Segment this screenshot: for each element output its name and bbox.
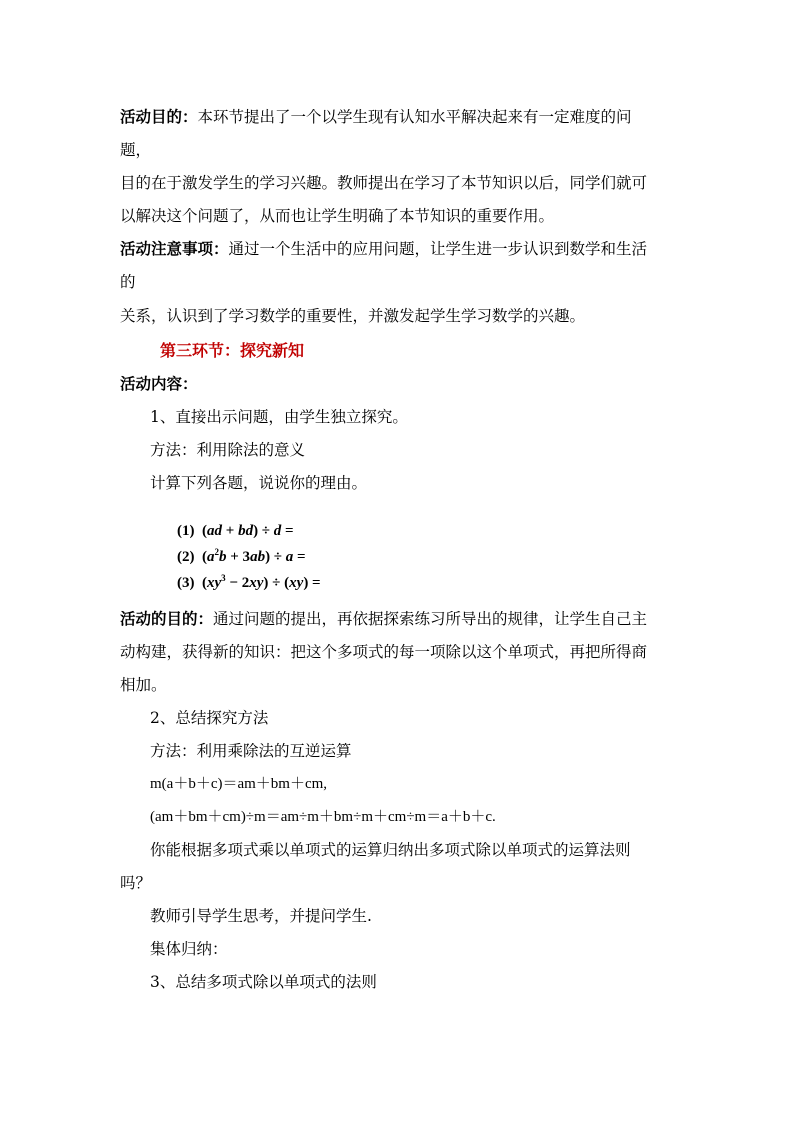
calc-prompt: 计算下列各题，说说你的理由。 (150, 474, 368, 492)
list-item-2: 2、总结探究方法 (150, 709, 269, 727)
teacher-guide: 教师引导学生思考，并提问学生. (150, 907, 372, 925)
text-activity-goal: 通过问题的提出，再依据探索练习所导出的规律，让学生自己主 (213, 610, 648, 628)
question-line-end: 吗？ (120, 874, 152, 892)
label-activity-goal: 活动的目的： (120, 610, 214, 628)
formula-1: (1) (ad + bd) ÷ d = (177, 523, 294, 539)
equation-1: m(a＋b＋c)＝am＋bm＋cm, (150, 776, 328, 792)
collective-summary: 集体归纳： (150, 940, 228, 958)
text-line: 以解决这个问题了，从而也让学生明确了本节知识的重要作用。 (120, 207, 555, 225)
paragraph-activity-purpose (120, 107, 632, 127)
label-activity-content: 活动内容： (120, 375, 198, 393)
paragraph-activity-goal (120, 609, 647, 629)
formula-2: (2) $(a^2b + 3ab) \div a$ = (177, 547, 306, 565)
list-item-3: 3、总结多项式除以单项式的法则 (150, 973, 377, 991)
text-activity-notes: 通过一个生活中的应用问题，让学生进一步认识到数学和生活 (228, 240, 648, 258)
list-item-1: 1、直接出示问题，由学生独立探究。 (150, 408, 408, 426)
method-line-1: 方法：利用除法的意义 (150, 441, 306, 459)
text-line: 动构建，获得新的知识：把这个多项式的每一项除以这个单项式，再把所得商 (120, 643, 648, 661)
text-line: 目的在于激发学生的学习兴趣。教师提出在学习了本节知识以后，同学们就可 (120, 174, 648, 192)
question-line: 你能根据多项式乘以单项式的运算归纳出多项式除以单项式的运算法则 (150, 841, 631, 859)
text-line: 相加。 (120, 676, 167, 694)
label-activity-notes: 活动注意事项： (120, 240, 229, 258)
text-line: 题， (120, 141, 152, 159)
formula-3: (3) $(xy^3 - 2xy) \div (xy)$ = (177, 573, 321, 591)
label-activity-purpose: 活动目的： (120, 108, 198, 126)
text-line: 的 (120, 273, 136, 291)
text-activity-purpose: 本环节提出了一个以学生现有认知水平解决起来有一定难度的问 (197, 108, 632, 126)
equation-2: (am＋bm＋cm)÷m＝am÷m＋bm÷m＋cm÷m＝a＋b＋c. (150, 809, 496, 825)
paragraph-activity-notes (120, 239, 647, 259)
text-line: 关系，认识到了学习数学的重要性，并激发起学生学习数学的兴趣。 (120, 307, 586, 325)
section-heading: 第三环节：探究新知 (160, 341, 305, 360)
method-line-2: 方法：利用乘除法的互逆运算 (150, 742, 352, 760)
